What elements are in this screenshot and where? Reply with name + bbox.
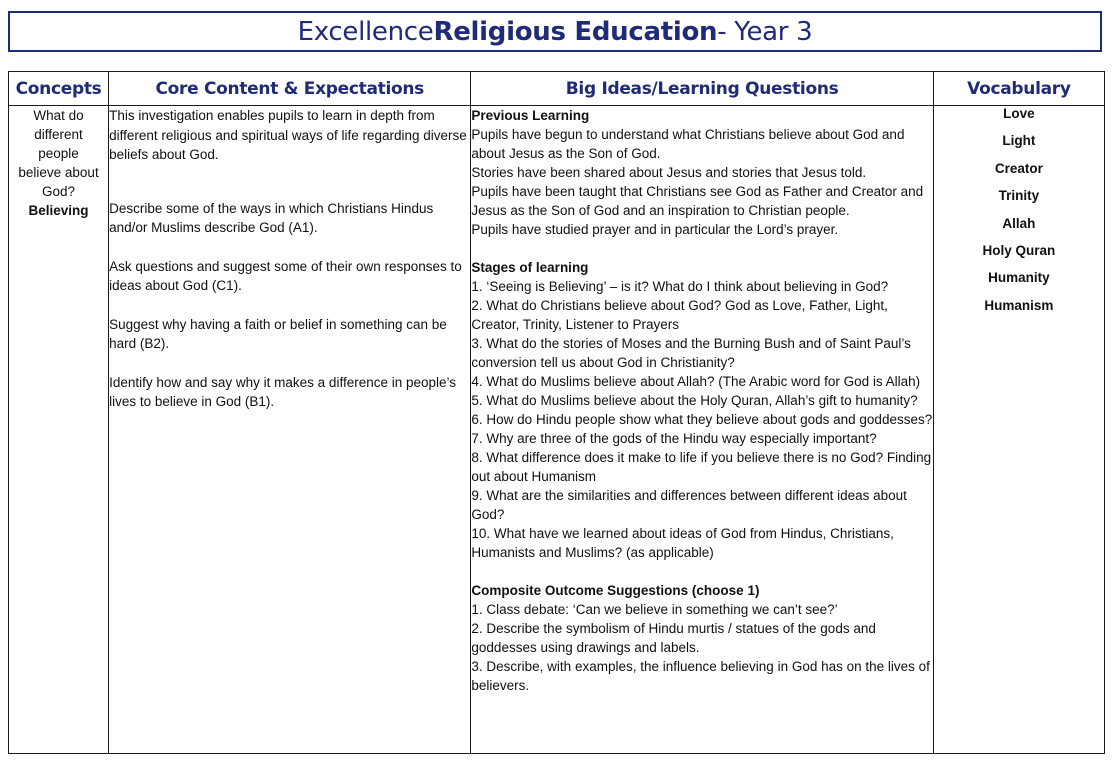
vocab-light: Light xyxy=(1002,133,1036,149)
header-row xyxy=(9,72,1105,106)
concept-question: What do different people believe about God? xyxy=(18,108,99,199)
header-core-content: Core Content & Expectations xyxy=(109,72,471,106)
stage-item: 7. Why are three of the gods of the Hindu way especially important? xyxy=(471,431,877,446)
previous-learning-item: Pupils have been taught that Christians see God as Father and Creator and Jesus as the Son of God and an inspiration to Christian people. xyxy=(471,184,924,218)
vocab-creator: Creator xyxy=(994,160,1043,176)
stage-item: 6. How do Hindu people show what they believe about gods and goddesses? xyxy=(471,412,933,427)
previous-learning-item: Pupils have studied prayer and in particular the Lord’s prayer. xyxy=(471,222,839,237)
core-expectation-b1: Identify how and say why it makes a difference in people’s lives to believe in God (B1). xyxy=(109,374,457,409)
stage-item: 1. ‘Seeing is Believing’ – is it? What do I think about believing in God? xyxy=(471,279,889,294)
previous-learning-heading: Previous Learning xyxy=(471,108,590,123)
title-bold: Religious Education xyxy=(433,16,718,47)
core-expectation-b2: Suggest why having a faith or belief in something can be hard (B2). xyxy=(109,316,447,351)
concept-theme: Believing xyxy=(28,203,89,218)
vocab-allah: Allah xyxy=(1002,215,1036,231)
header-vocabulary: Vocabulary xyxy=(933,72,1104,106)
content-row xyxy=(9,106,1105,754)
title-prefix: Excellence xyxy=(297,16,434,47)
vocab-trinity: Trinity xyxy=(998,188,1040,204)
stage-item: 4. What do Muslims believe about Allah? (The Arabic word for God is Allah) xyxy=(471,374,921,389)
header-big-ideas: Big Ideas/Learning Questions xyxy=(471,72,933,106)
stage-item: 3. What do the stories of Moses and the Burning Bush and of Saint Paul’s conversion tell us about God in Christianity? xyxy=(471,336,911,370)
big-ideas-cell xyxy=(471,106,933,754)
stage-item: 8. What difference does it make to life if you believe there is no God? Finding out about Humanism xyxy=(471,450,932,484)
previous-learning-item: Pupils have begun to understand what Christians believe about God and about Jesus as the Son of God. xyxy=(471,127,905,161)
vocab-holy-quran: Holy Quran xyxy=(982,242,1056,258)
title-suffix: - Year 3 xyxy=(717,16,813,47)
core-content-cell xyxy=(109,106,471,754)
core-expectation-c1: Ask questions and suggest some of their own responses to ideas about God (C1). xyxy=(109,258,462,293)
vocab-love: Love xyxy=(1003,106,1035,121)
stage-item: 2. What do Christians believe about God? God as Love, Father, Light, Creator, Trinity, Listener to Prayers xyxy=(471,298,888,332)
stages-heading: Stages of learning xyxy=(471,260,589,275)
curriculum-table xyxy=(8,71,1105,754)
stage-item: 10. What have we learned about ideas of God from Hindus, Christians, Humanists and Muslims? (as applicable) xyxy=(471,526,894,560)
outcome-item: 2. Describe the symbolism of Hindu murtis / statues of the gods and goddesses using drawings and labels. xyxy=(471,621,876,655)
core-expectation-a1: Describe some of the ways in which Christians Hindus and/or Muslims describe God (A1). xyxy=(109,200,434,235)
header-concepts: Concepts xyxy=(9,72,109,106)
outcome-heading: Composite Outcome Suggestions (choose 1) xyxy=(471,583,760,598)
outcome-item: 3. Describe, with examples, the influence believing in God has on the lives of believers. xyxy=(471,659,930,693)
stage-item: 9. What are the similarities and differences between different ideas about God? xyxy=(471,488,907,522)
vocabulary-cell xyxy=(933,106,1104,754)
core-intro: This investigation enables pupils to learn in depth from different religious and spiritual ways of life regarding diverse beliefs about God. xyxy=(109,108,467,162)
stage-item: 5. What do Muslims believe about the Holy Quran, Allah’s gift to humanity? xyxy=(471,393,918,408)
previous-learning-item: Stories have been shared about Jesus and stories that Jesus told. xyxy=(471,165,867,180)
outcome-item: 1. Class debate: ‘Can we believe in something we can’t see?’ xyxy=(471,602,838,617)
concepts-cell xyxy=(9,106,109,754)
page-title xyxy=(8,11,1102,52)
vocab-humanity: Humanity xyxy=(988,270,1050,286)
vocab-humanism: Humanism xyxy=(984,297,1054,313)
